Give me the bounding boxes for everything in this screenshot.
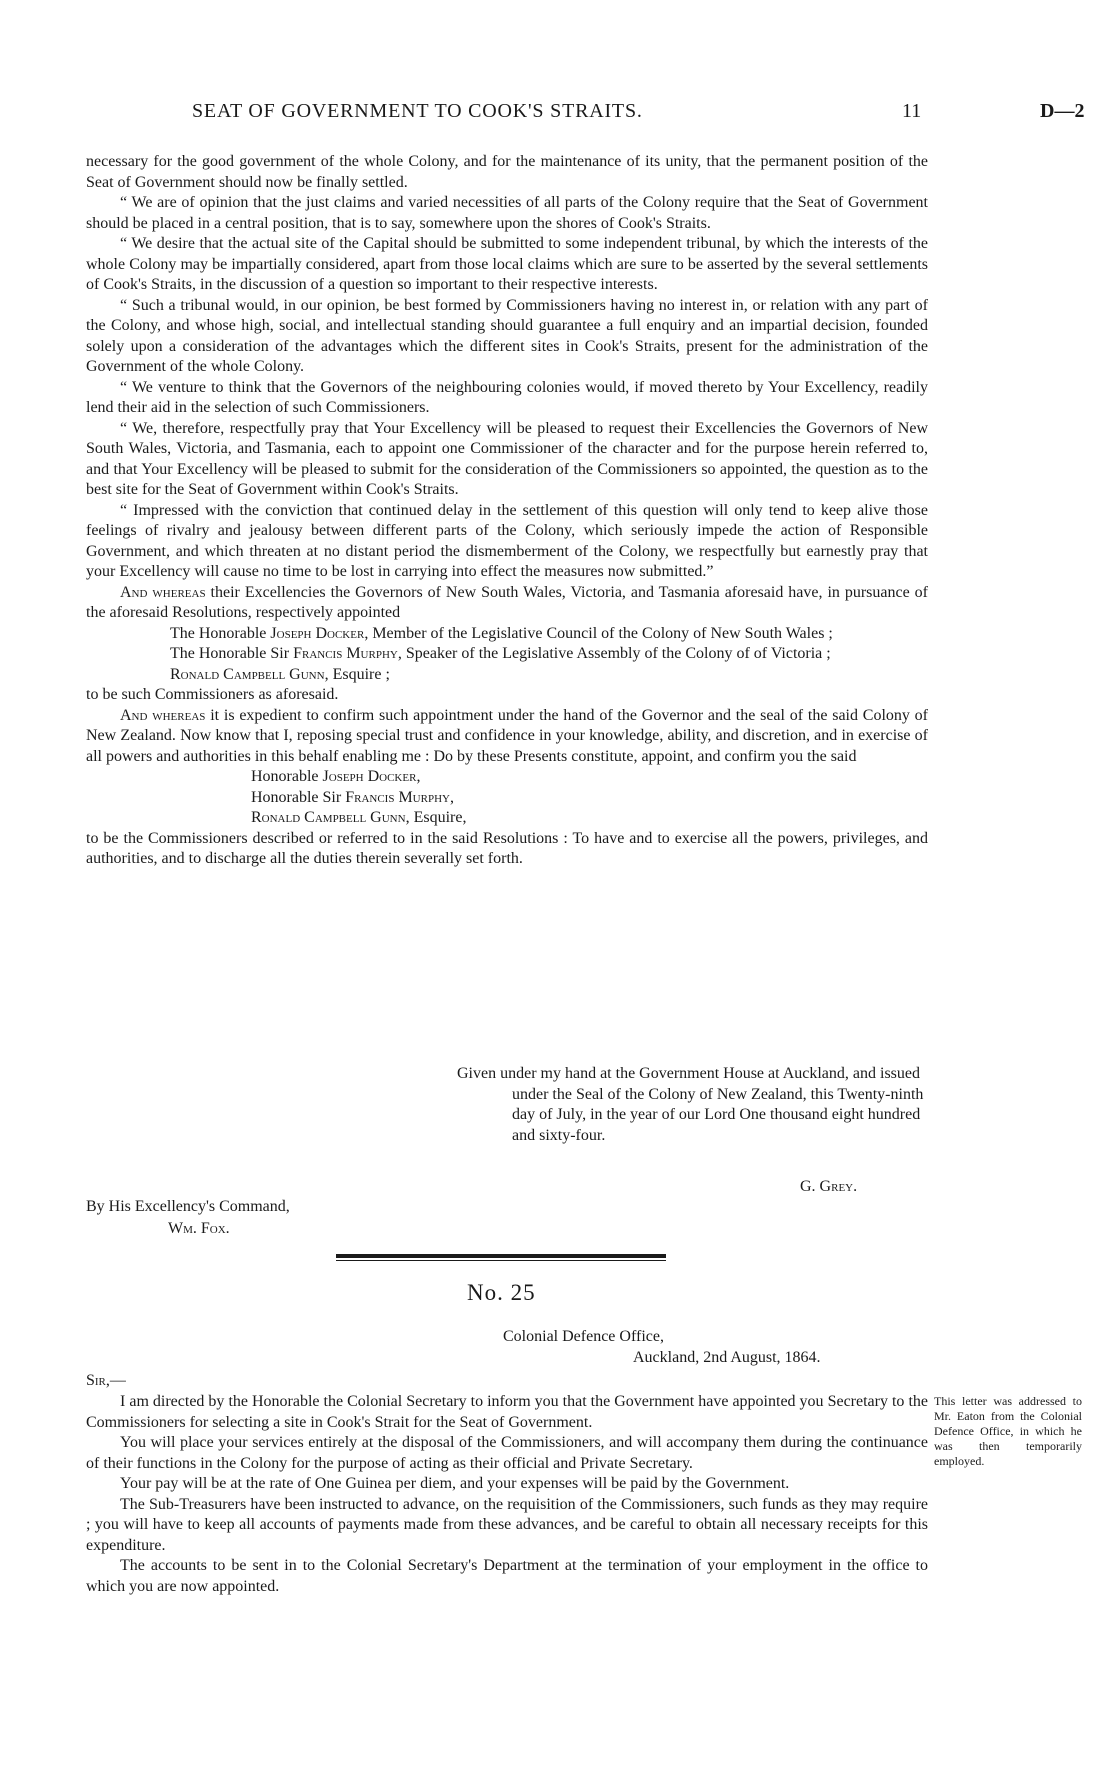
whereas-text: their Excellencies the Governors of New South Wales, Victoria, and Tasmania aforesaid have, in pursuance of the aforesaid Resolutions, respectively appointed bbox=[86, 583, 929, 621]
paragraph-whereas-expedient bbox=[86, 706, 928, 768]
letter-paragraph-services: You will place your services entirely at the disposal of the Commissioners, and will accompany them during the continuance of their functions in the Colony for the purpose of acting as their official and Private Secretary. bbox=[86, 1434, 928, 1472]
paragraph-resolution-tribunal: “ We desire that the actual site of the Capital should be submitted to some independent tribunal, by which the interests of the whole Colony may be impartially considered, apart from those local claims which are sure to be asserted by the several settlements of Cook's Straits, in the discussion of a question so important to their respective interests. bbox=[86, 235, 928, 293]
whereas-lead: And whereas bbox=[120, 706, 206, 724]
commissioner-name: Ronald Campbell Gunn bbox=[251, 809, 406, 826]
letter-paragraph-accounts: The accounts to be sent in to the Colonial Secretary's Department at the termination of your employment in the office to which you are now appointed. bbox=[86, 1557, 928, 1595]
section-divider bbox=[336, 1254, 666, 1258]
whereas-lead: And whereas bbox=[120, 583, 206, 601]
commissioner-name: Joseph Docker bbox=[322, 768, 417, 785]
page-header bbox=[0, 100, 1114, 130]
section-divider-thin bbox=[336, 1260, 666, 1261]
paragraph-resolution-governors: “ We venture to think that the Governors of the neighbouring colonies would, if moved thereto by Your Excellency, readily lend their aid in the selection of such Commissioners. bbox=[86, 378, 928, 416]
appointee-name: Ronald Campbell Gunn bbox=[170, 665, 325, 683]
letter-number: No. 25 bbox=[467, 1280, 536, 1305]
attestation-text: Given under my hand at the Government House at Auckland, and issued under the Seal of the Colony of New Zealand, this Twenty-ninth day of July, in the year of our Lord One thousand eight hundred and sixty-four. bbox=[457, 1065, 924, 1144]
page-title: SEAT OF GOVERNMENT TO COOK'S STRAITS. bbox=[192, 100, 643, 122]
attestation-block bbox=[457, 1064, 927, 1146]
paragraph-continuation: necessary for the good government of the whole Colony, and for the maintenance of its unity, that the permanent position of the Seat of Government should now be finally settled. bbox=[86, 153, 928, 191]
commissioner-name: Francis Murphy bbox=[345, 788, 450, 806]
appointee-gunn bbox=[170, 665, 928, 686]
commissioner-punct: , bbox=[449, 788, 454, 806]
appointee-title: The Honorable Sir bbox=[170, 645, 294, 662]
paragraph-commission-powers: to be the Commissioners described or referred to in the said Resolutions : To have and to exercise all the powers, privileges, and authorities, and to discharge all the duties therein severally set forth. bbox=[86, 829, 928, 867]
command-line: By His Excellency's Command, bbox=[86, 1198, 290, 1215]
letter-address bbox=[503, 1326, 821, 1368]
letter-paragraph-pay: Your pay will be at the rate of One Guinea per diem, and your expenses will be paid by the Government. bbox=[120, 1475, 790, 1492]
letter-paragraph-funds: The Sub-Treasurers have been instructed to advance, on the requisition of the Commissioners, such funds as they may require ; you will have to keep all accounts of payments made from these advances, and be careful to obtain all necessary receipts for this expenditure. bbox=[86, 1495, 928, 1554]
paragraph-such-commissioners: to be such Commissioners as aforesaid. bbox=[86, 686, 339, 703]
command-block bbox=[86, 1196, 290, 1240]
paragraph-resolution-central-position: “ We are of opinion that the just claims and varied necessities of all parts of the Colony require that the Seat of Government should be placed in a central position, that is to say, somewhere upon the shores of Cook's Straits. bbox=[86, 194, 928, 232]
appointee-name: Francis Murphy bbox=[293, 645, 398, 662]
appointee-name: Joseph Docker bbox=[270, 624, 365, 642]
proclamation-body bbox=[86, 152, 928, 870]
paragraph-resolution-conviction: “ Impressed with the conviction that continued delay in the settlement of this question will only tend to keep alive those feelings of rivalry and jealousy between different parts of the Colony, which seriously impede the action of Responsible Government, and which threaten at no distant period the dismemberment of the Colony, we respectfully but earnestly pray that your Excellency will cause no time to be lost in carrying into effect the measures now submitted.” bbox=[86, 501, 928, 580]
commissioner-murphy bbox=[251, 788, 928, 809]
letter-paragraph-appointment: I am directed by the Honorable the Colonial Secretary to inform you that the Government have appointed you Secretary to the Commissioners for selecting a site in Cook's Strait for the Seat of Government. bbox=[86, 1393, 928, 1431]
commissioner-title: Honorable Sir bbox=[251, 788, 346, 806]
commissioner-docker bbox=[251, 767, 928, 788]
paragraph-resolution-prayer: “ We, therefore, respectfully pray that Your Excellency will be pleased to request their Excellencies the Governors of New South Wales, Victoria, and Tasmania, each to appoint one Commissioner of the character and for the purpose herein referred to, and that Your Excellency will be pleased to submit for the consideration of the Commissioners so appointed, the question as to the best site for the Seat of Government within Cook's Straits. bbox=[86, 419, 928, 498]
appointee-murphy bbox=[170, 644, 928, 665]
commissioner-punct: , Esquire, bbox=[405, 809, 467, 826]
office-date: Auckland, 2nd August, 1864. bbox=[633, 1349, 821, 1366]
page-number: 11 bbox=[902, 100, 922, 122]
appointee-role: , Member of the Legislative Council of the Colony of New South Wales ; bbox=[364, 624, 833, 642]
appointee-role: , Esquire ; bbox=[324, 665, 390, 683]
paragraph-whereas-appointed bbox=[86, 583, 928, 624]
appointee-title: The Honorable bbox=[170, 624, 271, 642]
appointee-docker bbox=[170, 624, 928, 645]
commissioner-gunn bbox=[251, 808, 928, 829]
letter-body bbox=[86, 1392, 928, 1597]
commissioner-punct: , bbox=[416, 768, 421, 785]
paragraph-resolution-commissioners: “ Such a tribunal would, in our opinion, be best formed by Commissioners having no interest in, or relation with any part of the Colony, and whose high, social, and intellectual standing should guarantee a full enquiry and an impartial decision, founded solely upon a consideration of the advantages which the different sites in Cook's Straits, present for the administration of the Government of the whole Colony. bbox=[86, 296, 928, 375]
document-code: D—2 bbox=[1040, 100, 1085, 122]
whereas-text: it is expedient to confirm such appointment under the hand of the Governor and the seal of the said Colony of New Zealand. Now know that I, reposing special trust and confidence in your knowledge, ability, and discretion, and in exercise of all powers and authorities in this behalf enabling me : Do by these Presents constitute, appoint, and confirm you the said bbox=[86, 706, 929, 765]
office-name: Colonial Defence Office, bbox=[503, 1328, 664, 1345]
marginal-note: This letter was addressed to Mr. Eaton from the Colonial Defence Office, in which he was then temporarily employed. bbox=[934, 1394, 1082, 1468]
command-signatory: Wm. Fox. bbox=[168, 1220, 230, 1237]
appointee-role: , Speaker of the Legislative Assembly of the Colony of of Victoria ; bbox=[397, 645, 831, 662]
commissioner-title: Honorable bbox=[251, 768, 323, 785]
letter-salutation: Sir,— bbox=[86, 1372, 126, 1389]
governor-signature: G. Grey. bbox=[800, 1178, 858, 1195]
